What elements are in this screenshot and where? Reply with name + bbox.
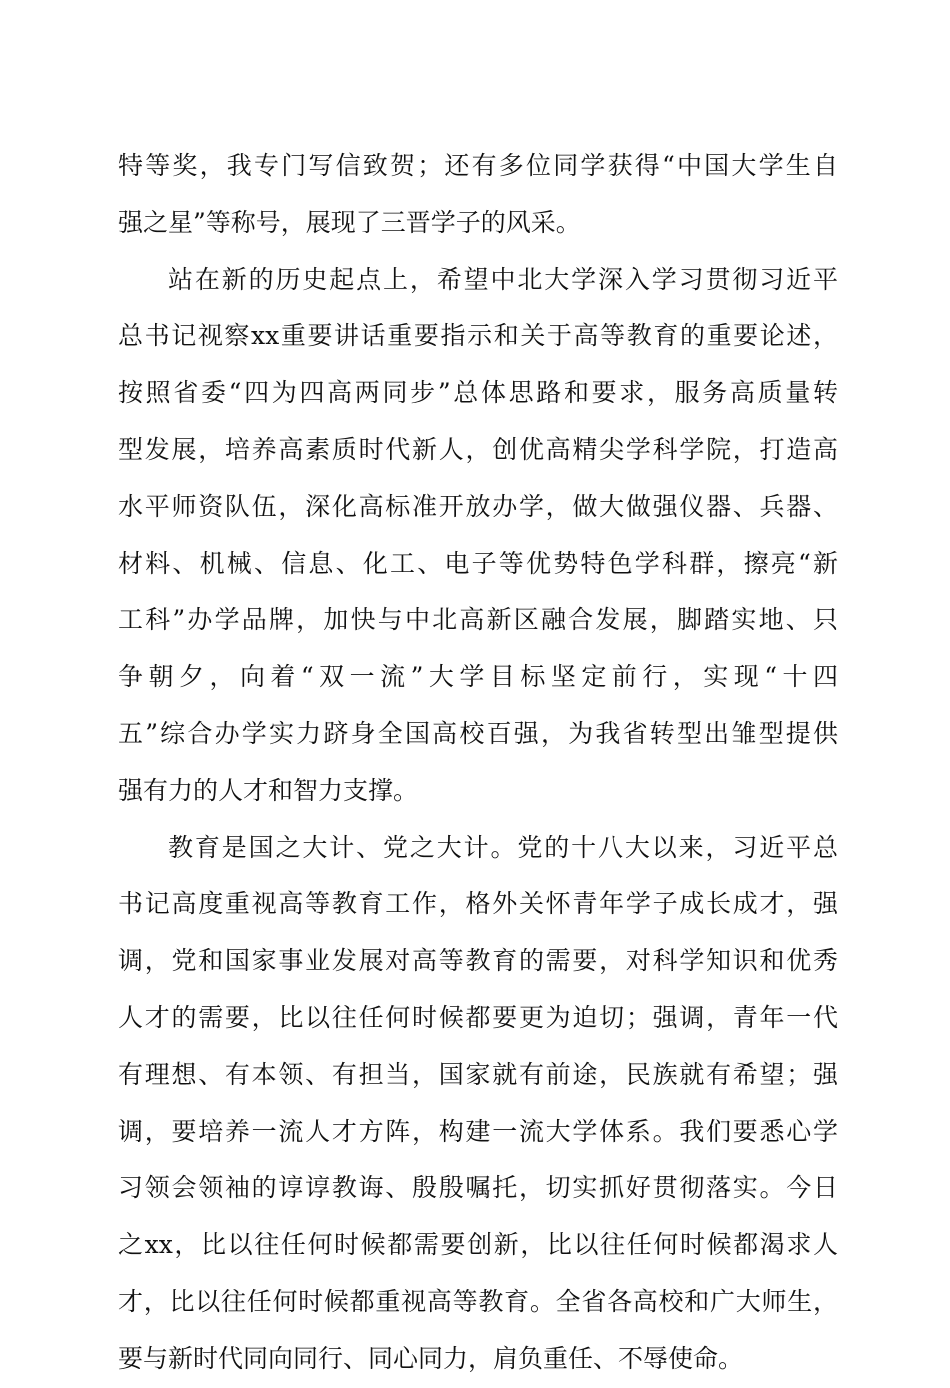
paragraph-3-line-4: 人才的需要，比以往任何时候都要更为迫切；强调，青年一代 [118,1002,838,1032]
paragraph-2-line-10: 强有力的人才和智力支撑。 [118,775,419,805]
paragraph-2-line-4: 型发展，培养高素质时代新人，创优高精尖学科学院，打造高 [118,434,838,464]
paragraph-2-line-7: 工科”办学品牌，加快与中北高新区融合发展，脚踏实地、只 [118,605,838,635]
paragraph-3-line-10: 要与新时代同向同行、同心同力，肩负重任、不辱使命。 [118,1343,744,1373]
paragraph-2-line-1: 站在新的历史起点上，希望中北大学深入学习贯彻习近平 [168,264,838,294]
paragraph-3-line-2: 书记高度重视高等教育工作，格外关怀青年学子成长成才，强 [118,889,838,919]
paragraph-2-line-2: 总书记视察xx重要讲话重要指示和关于高等教育的重要论述， [118,321,838,351]
paragraph-2-line-9: 五”综合办学实力跻身全国高校百强，为我省转型出雏型提供 [118,718,838,748]
paragraph-2-line-5: 水平师资队伍，深化高标准开放办学，做大做强仪器、兵器、 [118,491,838,521]
paragraph-3-line-1: 教育是国之大计、党之大计。党的十八大以来，习近平总 [168,832,838,862]
paragraph-1-line-1: 特等奖，我专门写信致贺；还有多位同学获得“中国大学生自 [118,151,838,180]
paragraph-1-line-2: 强之星”等称号，展现了三晋学子的风采。 [118,207,581,237]
paragraph-2-line-8: 争朝夕，向着“双一流”大学目标坚定前行，实现“十四 [118,662,838,692]
paragraph-3-line-7: 习领会领袖的谆谆教诲、殷殷嘱托，切实抓好贯彻落实。今日 [118,1173,838,1203]
paragraph-3-line-8: 之xx，比以往任何时候都需要创新，比以往任何时候都渴求人 [118,1230,838,1260]
paragraph-2-line-3: 按照省委“四为四高两同步”总体思路和要求，服务高质量转 [118,378,838,408]
paragraph-2-line-6: 材料、机械、信息、化工、电子等优势特色学科群，擦亮“新 [118,548,838,578]
document-body [118,138,838,1388]
paragraph-3-line-3: 调，党和国家事业发展对高等教育的需要，对科学知识和优秀 [118,946,838,976]
paragraph-3-line-5: 有理想、有本领、有担当，国家就有前途，民族就有希望；强 [118,1059,838,1089]
paragraph-3-line-6: 调，要培养一流人才方阵，构建一流大学体系。我们要悉心学 [118,1116,838,1146]
paragraph-3-line-9: 才，比以往任何时候都重视高等教育。全省各高校和广大师生， [118,1286,838,1316]
